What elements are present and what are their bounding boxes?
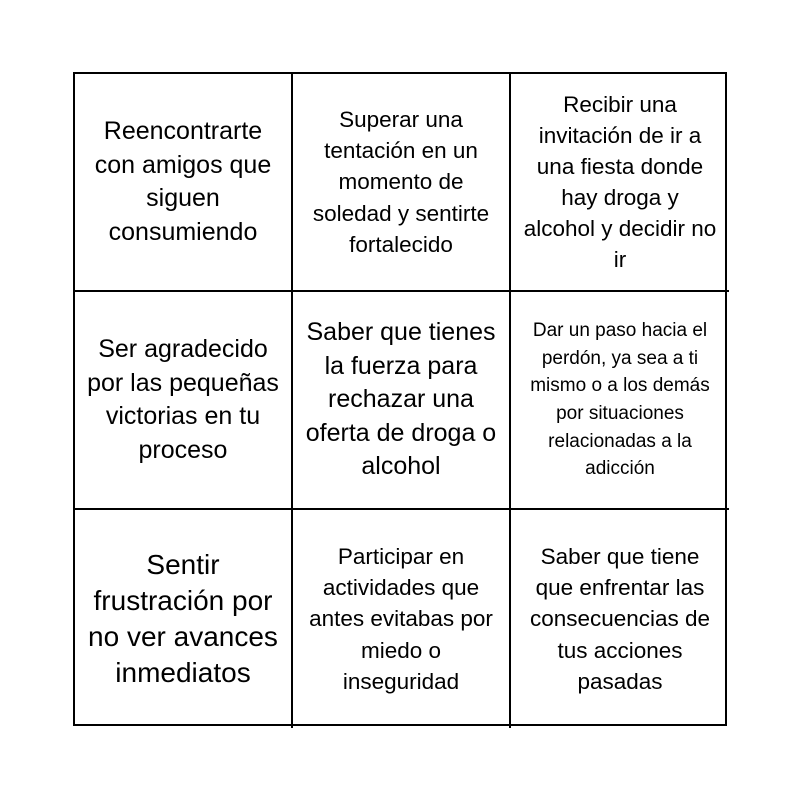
bingo-cell-text: Superar una tentación en un momento de soledad y sentirte fortalecido xyxy=(312,107,490,257)
bingo-cell-5[interactable] xyxy=(293,292,511,510)
bingo-cell-3[interactable] xyxy=(511,74,729,292)
bingo-cell-text: Sentir frustración por no ver avances inmediatos xyxy=(88,549,278,688)
bingo-cell-6[interactable] xyxy=(511,292,729,510)
bingo-cell-text: Ser agradecido por las pequeñas victorias en tu proceso xyxy=(87,335,279,464)
bingo-cell-1[interactable] xyxy=(75,74,293,292)
bingo-cell-text: Participar en actividades que antes evitabas por miedo o inseguridad xyxy=(309,544,493,694)
bingo-cell-8[interactable] xyxy=(293,510,511,728)
bingo-cell-2[interactable] xyxy=(293,74,511,292)
bingo-cell-text: Reencontrarte con amigos que siguen consumiendo xyxy=(94,117,272,246)
bingo-cell-text: Saber que tiene que enfrentar las consecuencias de tus acciones pasadas xyxy=(529,544,711,694)
bingo-board xyxy=(73,72,727,726)
bingo-cell-4[interactable] xyxy=(75,292,293,510)
bingo-cell-text: Saber que tienes la fuerza para rechazar una oferta de droga o alcohol xyxy=(305,318,497,481)
bingo-cell-9[interactable] xyxy=(511,510,729,728)
bingo-cell-text: Recibir una invitación de ir a una fiesta donde hay droga y alcohol y decidir no ir xyxy=(523,91,717,273)
bingo-cell-7[interactable] xyxy=(75,510,293,728)
bingo-cell-text: Dar un paso hacia el perdón, ya sea a ti mismo o a los demás por situaciones relacionadas a la adicción xyxy=(530,320,710,480)
